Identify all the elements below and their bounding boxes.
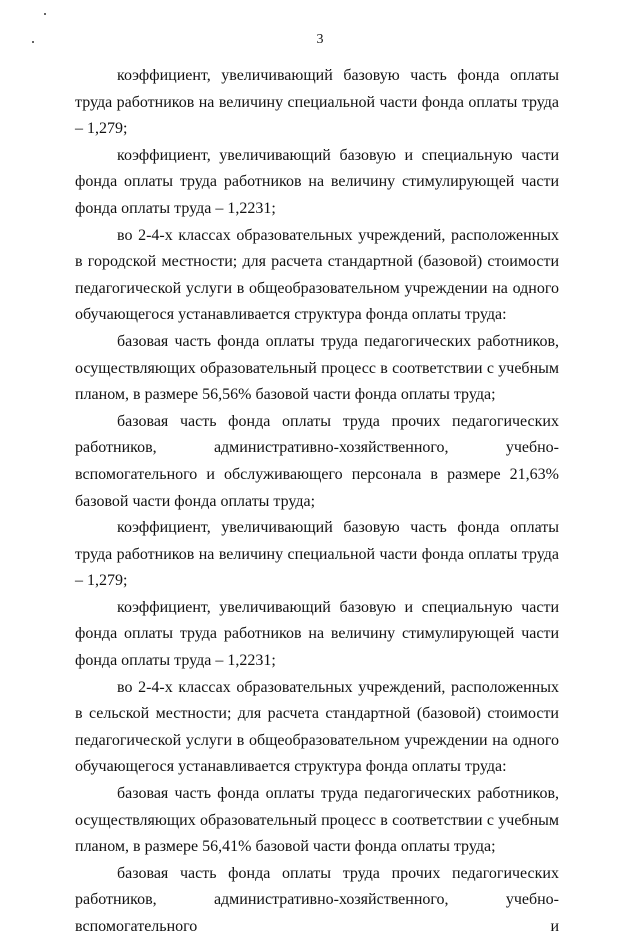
paragraph: коэффициент, увеличивающий базовую и специальную части фонда оплаты труда работников на величину стимулирующей части фонда оплаты труда – 1,2231; bbox=[75, 598, 559, 670]
paragraph-continued: базовая часть фонда оплаты труда прочих педагогических работников, административно-хозяйственного, учебно-вспомогательного и bbox=[75, 864, 559, 935]
paragraph: базовая часть фонда оплаты труда педагогических работников, осуществляющих образовательный процесс в соответствии с учебным планом, в размере 56,41% базовой части фонда оплаты труда; bbox=[75, 785, 559, 856]
document-body bbox=[75, 63, 559, 941]
paragraph: во 2-4-х классах образовательных учреждений, расположенных в городской местности; для расчета стандартной (базовой) стоимости педагогической услуги в общеобразовательном учреждении на одного обучающегося устанавливается структура фонда оплаты труда: bbox=[75, 226, 559, 324]
paragraph: во 2-4-х классах образовательных учреждений, расположенных в сельской местности; для расчета стандартной (базовой) стоимости педагогической услуги в общеобразовательном учреждении на одного обучающегося устанавливается структура фонда оплаты труда: bbox=[75, 678, 559, 776]
paragraph: коэффициент, увеличивающий базовую часть фонда оплаты труда работников на величину специальной части фонда оплаты труда – 1,279; bbox=[75, 67, 559, 138]
paragraph: коэффициент, увеличивающий базовую часть фонда оплаты труда работников на величину специальной части фонда оплаты труда – 1,279; bbox=[75, 519, 559, 590]
paragraph: базовая часть фонда оплаты труда педагогических работников, осуществляющих образовательный процесс в соответствии с учебным планом, в размере 56,56% базовой части фонда оплаты труда; bbox=[75, 332, 559, 404]
scan-speck bbox=[44, 13, 46, 15]
paragraph: коэффициент, увеличивающий базовую и специальную части фонда оплаты труда работников на величину стимулирующей части фонда оплаты труда – 1,2231; bbox=[75, 146, 559, 217]
page-number: 3 bbox=[316, 32, 324, 47]
paragraph: базовая часть фонда оплаты труда прочих педагогических работников, административно-хозяйственного, учебно-вспомогательного и обслуживающего персонала в размере 21,63% базовой части фонда оплаты труда; bbox=[75, 412, 559, 510]
